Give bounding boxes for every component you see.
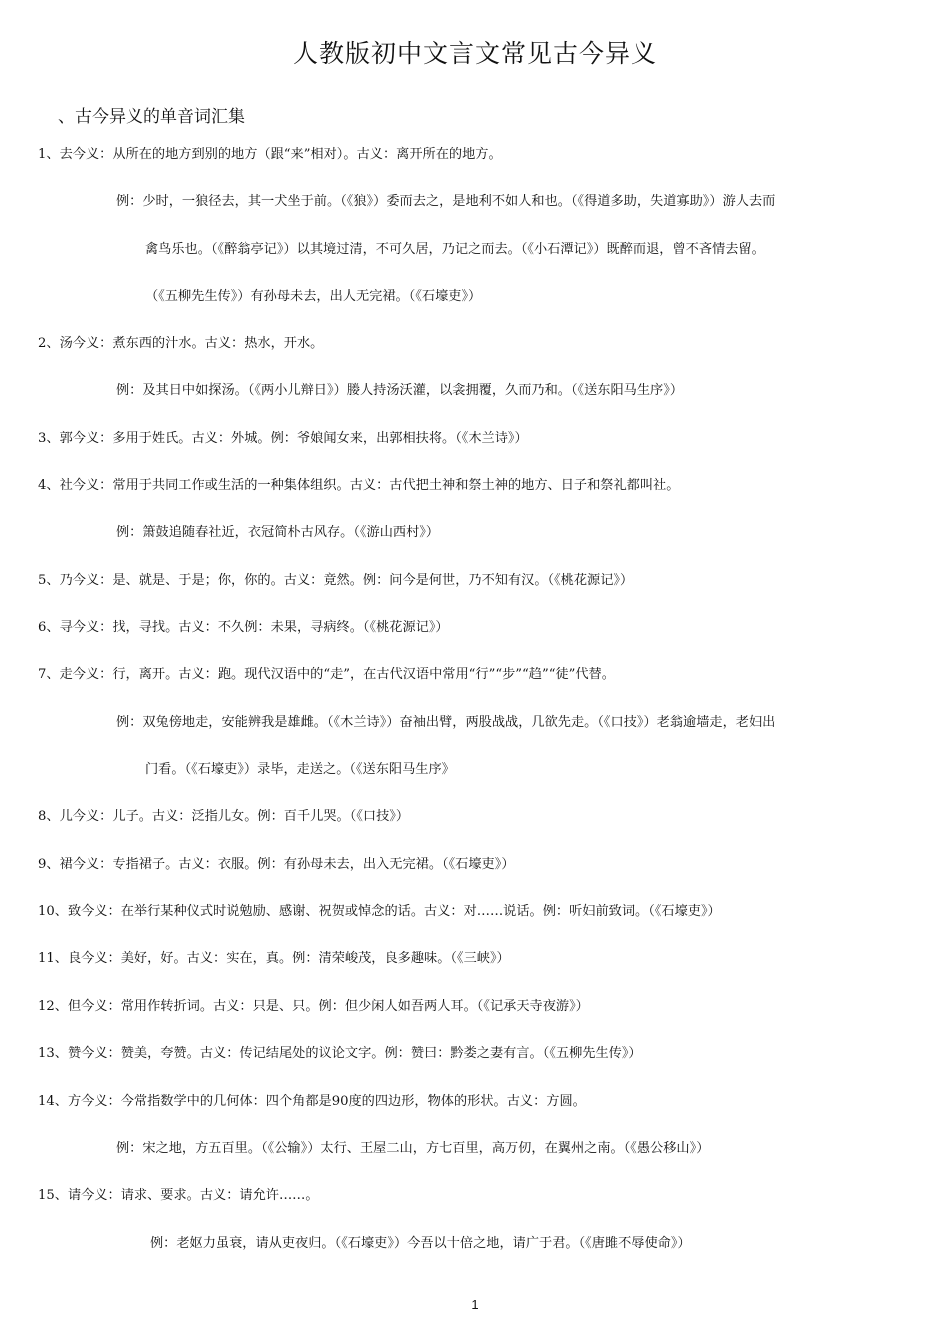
page-number: 1 (471, 1297, 479, 1312)
example-line: 例：箫鼓追随春社近，衣冠简朴古风存。（《游山西村》） (116, 525, 440, 540)
entry-line: 5、乃今义：是、就是、于是；你，你的。古义：竟然。例：问今是何世，乃不知有汉。（《桃花源记》） (38, 573, 634, 588)
entry-line: 9、裙今义：专指裙子。古义：衣服。例：有孙母未去，出入无完裙。（《石壕吏》） (38, 857, 515, 872)
example-line: 例：宋之地，方五百里。（《公输》）太行、王屋二山，方七百里，高万仞，在翼州之南。（《愚公移山》） (116, 1141, 710, 1156)
example-line: 例：双兔傍地走，安能辨我是雄雌。（《木兰诗》）奋袖出臂，两股战战，几欲先走。（《口技》）老翁逾墙走，老妇出 (116, 715, 776, 730)
entry-line: 10、致今义：在举行某种仪式时说勉励、感谢、祝贺或悼念的话。古义：对……说话。例：听妇前致词。（《石壕吏》） (38, 904, 721, 919)
entry-line: 6、寻今义：找，寻找。古义：不久例：未果，寻病终。（《桃花源记》） (38, 620, 449, 635)
entry-line: 14、方今义：今常指数学中的几何体：四个角都是90度的四边形，物体的形状。古义：方圆。 (38, 1094, 586, 1109)
entry-line: 3、郭今义：多用于姓氏。古义：外城。例：爷娘闻女来，出郭相扶将。（《木兰诗》） (38, 431, 528, 446)
entry-line: 7、走今义：行，离开。古义：跑。现代汉语中的“走”，在古代汉语中常用“行”“步”“趋”“徒”代替。 (38, 667, 615, 682)
example-line: 例：及其日中如探汤。（《两小儿辩日》）媵人持汤沃灌，以衾拥覆，久而乃和。（《送东阳马生序》） (116, 383, 684, 398)
entry-line: 1、去今义：从所在的地方到别的地方（跟“来”相对）。古义：离开所在的地方。 (38, 147, 502, 162)
example-line: 禽鸟乐也。（《醉翁亭记》）以其境过清，不可久居，乃记之而去。（《小石潭记》）既醉而退，曾不吝情去留。 (145, 242, 765, 257)
entry-line: 8、儿今义：儿子。古义：泛指儿女。例：百千儿哭。（《口技》） (38, 809, 410, 824)
example-line: 例：老妪力虽衰，请从吏夜归。（《石壕吏》）今吾以十倍之地，请广于君。（《唐雎不辱使命》） (150, 1236, 691, 1251)
example-line: 例：少时，一狼径去，其一犬坐于前。（《狼》）委而去之，是地利不如人和也。（《得道多助，失道寡助》）游人去而 (116, 194, 776, 209)
page-title: 人教版初中文言文常见古今异义 (292, 39, 657, 68)
example-line: （《五柳先生传》）有孙母未去，出人无完裙。（《石壕吏》） (145, 289, 482, 304)
example-line: 门看。（《石壕吏》）录毕，走送之。（《送东阳马生序》 (145, 762, 455, 777)
entry-line: 2、汤今义：煮东西的汁水。古义：热水，开水。 (38, 336, 324, 351)
entry-line: 4、社今义：常用于共同工作或生活的一种集体组织。古义：古代把土神和祭土神的地方、日子和祭礼都叫社。 (38, 478, 680, 493)
section-heading: 、古今异义的单音词汇集 (58, 107, 245, 127)
entry-line: 15、请今义：请求、要求。古义：请允许……。 (38, 1188, 319, 1203)
entry-line: 13、赞今义：赞美，夸赞。古义：传记结尾处的议论文字。例：赞曰：黔娄之妻有言。（《五柳先生传》） (38, 1046, 642, 1061)
entry-line: 11、良今义：美好，好。古义：实在，真。例：清荣峻茂，良多趣味。（《三峡》） (38, 951, 510, 966)
entry-line: 12、但今义：常用作转折词。古义：只是、只。例：但少闲人如吾两人耳。（《记承天寺夜游》） (38, 999, 589, 1014)
